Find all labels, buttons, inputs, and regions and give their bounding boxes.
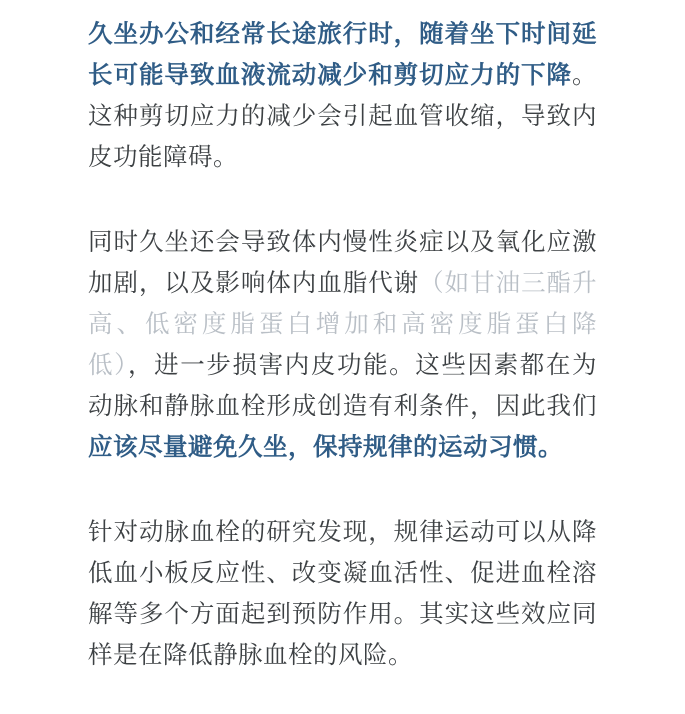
- paragraph-1: [88, 14, 597, 178]
- text-run-normal: 。这种剪切应力的减少会引起血管收缩，导致内皮功能障碍。: [88, 62, 597, 171]
- text-run-accent: 久坐办公和经常长途旅行时，随着坐下时间延长可能导致血液流动减少和剪切应力的下降: [88, 21, 597, 89]
- text-run-accent: 应该尽量避免久坐，保持规律的运动习惯。: [88, 434, 563, 461]
- text-run-normal: ，进一步损害内皮功能。这些因素都在为动脉和静脉血栓形成创造有利条件，因此我们: [88, 352, 598, 420]
- text-run-normal: 针对动脉血栓的研究发现，规律运动可以从降低血小板反应性、改变凝血活性、促进血栓溶解等多个方面起到预防作用。其实这些效应同样是在降低静脉血栓的风险。: [88, 519, 597, 669]
- paragraph-3: [88, 512, 597, 676]
- text-run-muted: （如甘油三酯升高、低密度脂蛋白增加和高密度脂蛋白降低）: [88, 270, 598, 379]
- paragraph-2: [88, 222, 597, 468]
- text-run-normal: 同时久坐还会导致体内慢性炎症以及氧化应激加剧，以及影响体内血脂代谢: [88, 229, 597, 297]
